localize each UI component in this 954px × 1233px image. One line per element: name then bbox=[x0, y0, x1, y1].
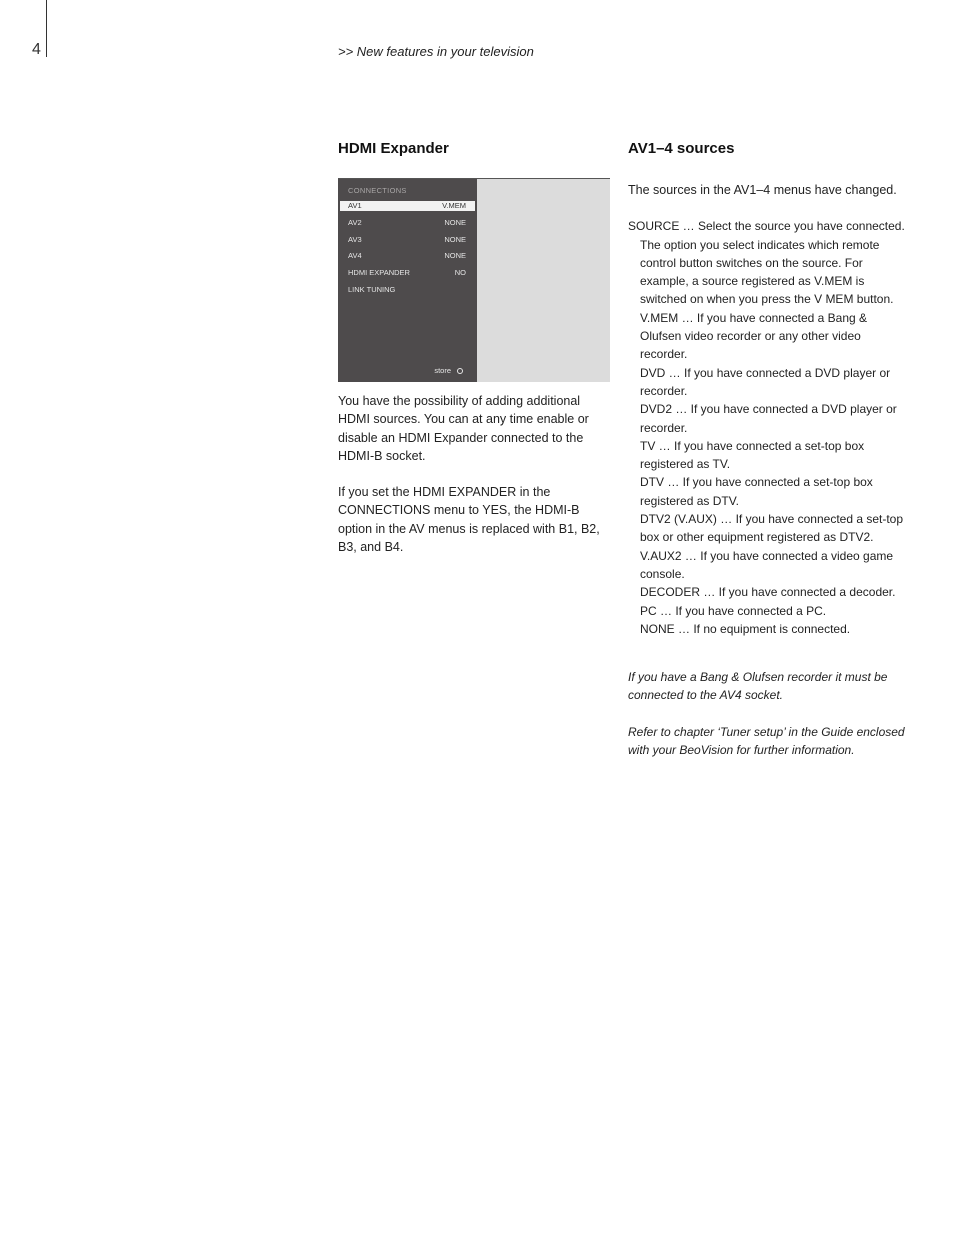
menu-row-av3 bbox=[338, 234, 477, 246]
definition-item: V.AUX2 … If you have connected a video game console. bbox=[640, 548, 894, 581]
note-recorder: If you have a Bang & Olufsen recorder it must be connected to the AV4 socket. bbox=[628, 670, 888, 703]
hdmi-paragraph-1: You have the possibility of adding additional HDMI sources. You can at any time enable or disable an HDMI Expander connected to the HDMI-B socket. bbox=[338, 394, 589, 463]
av-sources-heading: AV1–4 sources bbox=[628, 140, 735, 157]
menu-row-hdmi-expander bbox=[338, 267, 477, 279]
definition-item: DECODER … If you have connected a decoder. bbox=[640, 585, 896, 600]
definition-item: TV … If you have connected a set-top box registered as TV. bbox=[640, 438, 865, 472]
running-head: >> New features in your television bbox=[338, 44, 534, 59]
menu-title: CONNECTIONS bbox=[348, 186, 407, 195]
source-definitions bbox=[628, 217, 908, 638]
menu-row-value: NO bbox=[454, 268, 466, 277]
store-hint bbox=[434, 366, 463, 375]
definition-item: V.MEM … If you have connected a Bang & Olufsen video recorder or any other video recorder. bbox=[640, 310, 868, 362]
page-number: 4 bbox=[32, 41, 41, 58]
side-notes bbox=[628, 668, 908, 759]
menu-row-label: AV2 bbox=[348, 218, 362, 227]
margin-rule bbox=[46, 0, 47, 57]
definition-item: NONE … If no equipment is connected. bbox=[640, 621, 851, 636]
connections-menu-panel bbox=[338, 179, 477, 382]
menu-row-av4 bbox=[338, 250, 477, 262]
av-intro: The sources in the AV1–4 menus have changed. bbox=[628, 183, 897, 197]
menu-row-label: AV3 bbox=[348, 235, 362, 244]
hdmi-expander-heading: HDMI Expander bbox=[338, 140, 449, 157]
av-sources-section bbox=[628, 140, 908, 759]
menu-row-value: NONE bbox=[444, 235, 466, 244]
menu-row-label: AV4 bbox=[348, 251, 362, 260]
menu-row-value: NONE bbox=[444, 251, 466, 260]
store-label: store bbox=[434, 366, 451, 375]
menu-row-link-tuning bbox=[338, 284, 477, 296]
connections-menu-screenshot bbox=[338, 178, 610, 382]
menu-row-av1 bbox=[340, 201, 475, 211]
definition-item: DVD2 … If you have connected a DVD player or recorder. bbox=[640, 402, 897, 435]
menu-row-av2 bbox=[338, 217, 477, 229]
definition-item: DVD … If you have connected a DVD player or recorder. bbox=[640, 365, 891, 398]
definition-item: SOURCE … Select the source you have connected. The option you select indicates which remote control button switches on the source. For example, a source registered as V.MEM is switched on when you press the V MEM button. bbox=[628, 219, 905, 307]
menu-row-value: NONE bbox=[444, 218, 466, 227]
menu-row-label: HDMI EXPANDER bbox=[348, 268, 410, 277]
menu-row-value: V.MEM bbox=[442, 201, 466, 210]
definition-item: DTV2 (V.AUX) … If you have connected a set-top box or other equipment registered as DTV2. bbox=[640, 512, 904, 545]
hdmi-expander-section bbox=[338, 140, 610, 556]
menu-row-label: AV1 bbox=[348, 201, 362, 210]
definition-item: PC … If you have connected a PC. bbox=[640, 603, 827, 618]
center-button-icon bbox=[457, 368, 463, 374]
definition-item: DTV … If you have connected a set-top box registered as DTV. bbox=[640, 475, 873, 508]
hdmi-paragraph-2: If you set the HDMI EXPANDER in the CONNECTIONS menu to YES, the HDMI-B option in the AV menus is replaced with B1, B2, B3, and B4. bbox=[338, 485, 600, 555]
menu-row-label: LINK TUNING bbox=[348, 285, 396, 294]
note-tuner-setup: Refer to chapter ‘Tuner setup’ in the Guide enclosed with your BeoVision for further information. bbox=[628, 724, 905, 758]
